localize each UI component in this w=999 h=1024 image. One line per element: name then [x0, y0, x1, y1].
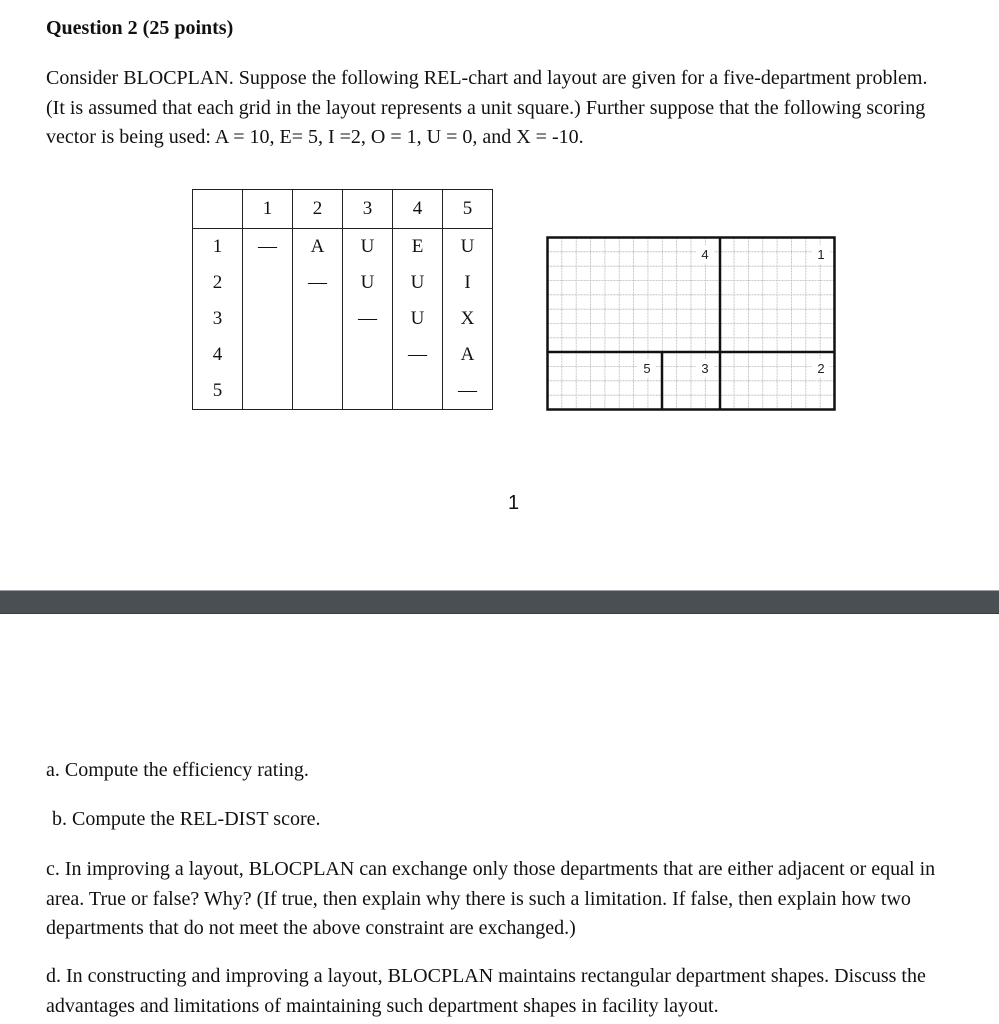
- rel-chart-header-row: [193, 190, 493, 229]
- part-d: d. In constructing and improving a layout, BLOCPLAN maintains rectangular department shapes. Discuss the advantages and limitations of maintaining such department shapes in facility layout.: [46, 965, 926, 1017]
- rel-chart-row: [193, 337, 493, 373]
- rel-cell: A: [443, 337, 493, 373]
- rel-cell: —: [243, 229, 293, 266]
- rel-cell: [293, 337, 343, 373]
- rel-chart-row: [193, 229, 493, 266]
- rel-cell: U: [343, 265, 393, 301]
- question-intro: Consider BLOCPLAN. Suppose the following REL-chart and layout are given for a five-department problem. (It is assumed that each grid in the layout represents a unit square.) Further suppose that the following scoring vector is being used: A = 10, E= 5, I =2, O = 1, U = 0, and X = -10.: [46, 67, 928, 148]
- rel-cell: U: [343, 229, 393, 266]
- rel-cell: [243, 373, 293, 410]
- rel-header-cell: 5: [443, 190, 493, 229]
- rel-header-cell: 3: [343, 190, 393, 229]
- dept-label-3: 3: [701, 361, 709, 376]
- rel-header-cell: 2: [293, 190, 343, 229]
- rel-cell: X: [443, 301, 493, 337]
- block-layout: [546, 236, 836, 412]
- rel-cell: —: [293, 265, 343, 301]
- rel-cell: U: [393, 301, 443, 337]
- page-number: 1: [508, 492, 520, 514]
- rel-cell: E: [393, 229, 443, 266]
- rel-cell: I: [443, 265, 493, 301]
- rel-cell: [243, 301, 293, 337]
- question-title: Question 2 (25 points): [46, 17, 234, 39]
- layout-grid: [548, 238, 835, 410]
- rel-header-cell: [193, 190, 243, 229]
- dept-label-5: 5: [643, 361, 651, 376]
- rel-cell: 5: [193, 373, 243, 410]
- rel-cell: —: [343, 301, 393, 337]
- rel-cell: [393, 373, 443, 410]
- rel-cell: —: [443, 373, 493, 410]
- dept-label-1: 1: [817, 247, 825, 262]
- part-c: c. In improving a layout, BLOCPLAN can exchange only those departments that are either adjacent or equal in area. True or false? Why? (If true, then explain why there is such a limitation. If false, then explain how two departments that do not meet the above constraint are exchanged.): [46, 858, 936, 939]
- rel-cell: —: [393, 337, 443, 373]
- rel-cell: 2: [193, 265, 243, 301]
- part-b: b. Compute the REL-DIST score.: [52, 808, 321, 830]
- rel-cell: [343, 373, 393, 410]
- part-a: a. Compute the efficiency rating.: [46, 759, 309, 781]
- rel-cell: 3: [193, 301, 243, 337]
- rel-header-cell: 1: [243, 190, 293, 229]
- rel-cell: 1: [193, 229, 243, 266]
- rel-cell: [343, 337, 393, 373]
- rel-cell: [243, 265, 293, 301]
- page-divider: [0, 590, 999, 614]
- rel-cell: U: [393, 265, 443, 301]
- rel-cell: U: [443, 229, 493, 266]
- rel-cell: A: [293, 229, 343, 266]
- rel-chart-row: [193, 373, 493, 410]
- rel-chart-row: [193, 301, 493, 337]
- rel-header-cell: 4: [393, 190, 443, 229]
- rel-cell: [293, 301, 343, 337]
- rel-cell: [243, 337, 293, 373]
- rel-chart-row: [193, 265, 493, 301]
- rel-cell: 4: [193, 337, 243, 373]
- dept-label-2: 2: [817, 361, 825, 376]
- dept-label-4: 4: [701, 247, 709, 262]
- rel-chart: [192, 189, 493, 410]
- rel-cell: [293, 373, 343, 410]
